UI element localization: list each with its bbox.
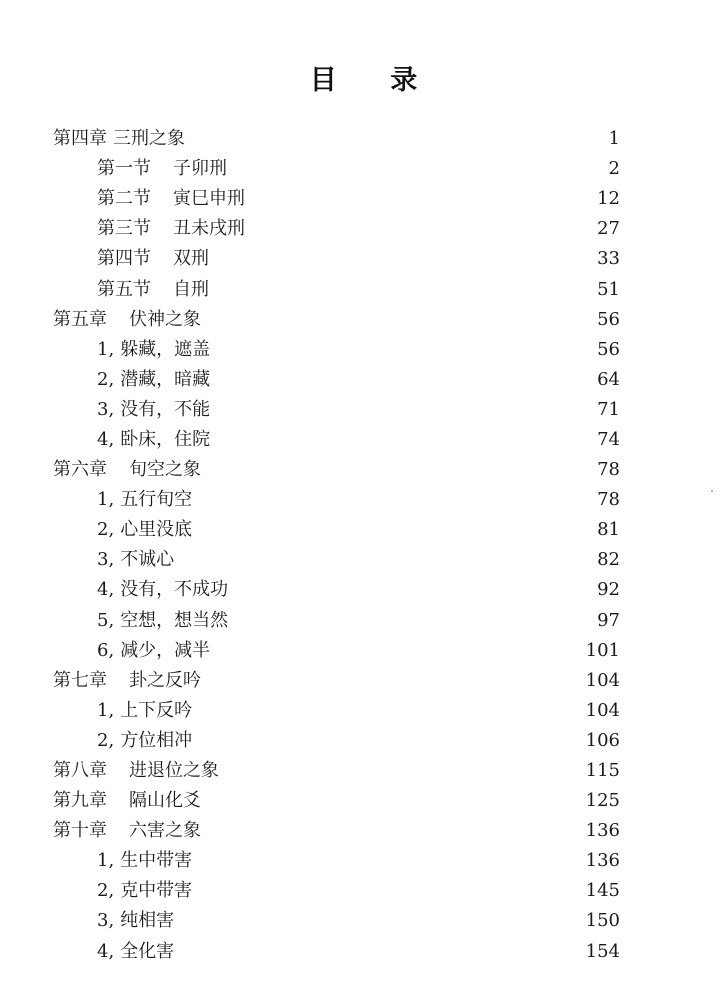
toc-page-number: 101 — [585, 639, 620, 661]
dot-leader — [194, 696, 582, 726]
toc-entry-title: 旬空之象 — [129, 459, 201, 481]
toc-entry-title: 克中带害 — [120, 880, 193, 902]
dot-leader — [194, 515, 582, 545]
toc-entry-item[interactable] — [0, 545, 727, 575]
toc-entry-label — [97, 937, 174, 967]
toc-entry-label — [97, 726, 192, 756]
toc-page-number: 12 — [597, 188, 620, 210]
dot-leader — [221, 756, 582, 786]
dot-leader — [203, 816, 582, 846]
toc-page-number: 145 — [585, 880, 620, 902]
toc-entry-number: 第四节 — [97, 248, 151, 270]
toc-entry-title: 纯相害 — [120, 910, 175, 932]
toc-entry-item[interactable] — [0, 515, 727, 545]
dot-leader — [176, 545, 582, 575]
toc-entry-title: 生中带害 — [120, 850, 193, 872]
toc-page-number: 136 — [585, 850, 620, 872]
toc-entry-number: 1, — [97, 699, 115, 721]
toc-page-number: 81 — [597, 519, 620, 541]
toc-page-number: 150 — [585, 910, 620, 932]
toc-entry-number: 3, — [97, 910, 115, 932]
toc-entry-item[interactable] — [0, 485, 727, 515]
toc-entry-number: 4, — [97, 579, 115, 601]
toc-page-number: 2 — [608, 158, 620, 180]
toc-entry-title: 心里没底 — [120, 519, 193, 541]
toc-page-number: 56 — [597, 338, 620, 360]
dot-leader — [194, 846, 582, 876]
toc-page-number: 82 — [597, 549, 620, 571]
toc-entry-title: 潜藏，暗藏 — [120, 368, 211, 390]
toc-entry-item[interactable] — [0, 365, 727, 395]
toc-entry-number: 4, — [97, 428, 115, 450]
toc-entry-number: 第二节 — [97, 188, 151, 210]
toc-entry-item[interactable] — [0, 906, 727, 936]
toc-entry-chapter[interactable] — [0, 786, 727, 816]
toc-page-number: 125 — [585, 790, 620, 812]
toc-entry-number: 1, — [97, 489, 115, 511]
toc-entry-number: 第三节 — [97, 218, 151, 240]
toc-entry-title: 隔山化爻 — [129, 790, 201, 812]
scan-speck — [711, 490, 713, 492]
toc-entry-title: 丑未戌刑 — [173, 218, 245, 240]
toc-entry-label — [97, 335, 210, 365]
toc-entry-title: 方位相冲 — [120, 729, 193, 751]
dot-leader — [230, 606, 582, 636]
toc-entry-title: 卦之反吟 — [129, 669, 201, 691]
toc-entry-title: 寅巳申刑 — [173, 188, 245, 210]
toc-entry-label — [97, 846, 192, 876]
table-of-contents — [0, 124, 727, 967]
toc-page-number: 74 — [597, 428, 620, 450]
dot-leader — [176, 937, 582, 967]
toc-entry-label — [97, 154, 227, 184]
toc-page-number: 92 — [597, 579, 620, 601]
toc-page-number: 71 — [597, 398, 620, 420]
dot-leader — [229, 154, 582, 184]
toc-entry-title: 子卯刑 — [173, 158, 227, 180]
toc-page-number: 106 — [585, 729, 620, 751]
dot-leader — [212, 425, 582, 455]
dot-leader — [211, 275, 582, 305]
toc-entry-number: 5, — [97, 609, 115, 631]
toc-page-number: 136 — [585, 820, 620, 842]
toc-entry-title: 进退位之象 — [129, 760, 219, 782]
dot-leader — [203, 455, 582, 485]
dot-leader — [212, 335, 582, 365]
toc-entry-label — [53, 455, 201, 485]
toc-entry-number: 第五节 — [97, 278, 151, 300]
toc-entry-item[interactable] — [0, 575, 727, 605]
toc-entry-title: 上下反吟 — [120, 699, 193, 721]
toc-entry-item[interactable] — [0, 696, 727, 726]
toc-entry-label — [97, 906, 174, 936]
toc-entry-number: 第十章 — [53, 820, 107, 842]
toc-entry-label — [97, 575, 228, 605]
dot-leader — [211, 244, 582, 274]
toc-page-number: 104 — [585, 669, 620, 691]
toc-entry-label — [53, 666, 201, 696]
dot-leader — [230, 575, 582, 605]
toc-entry-item[interactable] — [0, 846, 727, 876]
toc-entry-title: 没有，不成功 — [120, 579, 229, 601]
toc-entry-label — [53, 305, 201, 335]
toc-entry-section[interactable] — [0, 154, 727, 184]
toc-entry-label — [97, 365, 210, 395]
toc-entry-label — [97, 515, 192, 545]
toc-entry-title: 六害之象 — [129, 820, 201, 842]
toc-page-number: 1 — [608, 128, 620, 150]
toc-entry-section[interactable] — [0, 214, 727, 244]
toc-entry-number: 4, — [97, 940, 115, 962]
toc-entry-title: 不诚心 — [120, 549, 175, 571]
page-title: 目 录 — [309, 65, 440, 96]
toc-entry-section[interactable] — [0, 244, 727, 274]
dot-leader — [212, 395, 582, 425]
toc-entry-item[interactable] — [0, 726, 727, 756]
toc-entry-chapter[interactable] — [0, 455, 727, 485]
toc-entry-section[interactable] — [0, 184, 727, 214]
toc-entry-title: 躲藏，遮盖 — [120, 338, 211, 360]
dot-leader — [203, 666, 582, 696]
toc-entry-number: 1, — [97, 338, 115, 360]
toc-entry-item[interactable] — [0, 876, 727, 906]
toc-entry-label — [97, 696, 192, 726]
toc-page-number: 78 — [597, 459, 620, 481]
toc-entry-number: 6, — [97, 639, 115, 661]
toc-entry-label — [97, 184, 245, 214]
toc-entry-chapter[interactable] — [0, 666, 727, 696]
toc-entry-number: 1, — [97, 850, 115, 872]
toc-entry-label — [97, 275, 209, 305]
toc-entry-label — [53, 124, 185, 154]
toc-entry-chapter[interactable] — [0, 756, 727, 786]
toc-entry-item[interactable] — [0, 937, 727, 967]
toc-entry-label — [97, 545, 174, 575]
toc-entry-number: 2, — [97, 519, 115, 541]
toc-entry-number: 第六章 — [53, 459, 107, 481]
toc-page-number: 115 — [585, 760, 620, 782]
dot-leader — [212, 636, 582, 666]
toc-entry-number: 3, — [97, 398, 115, 420]
toc-entry-number: 3, — [97, 549, 115, 571]
toc-page-number: 51 — [597, 278, 620, 300]
toc-entry-title: 减少，减半 — [120, 639, 211, 661]
toc-entry-title: 双刑 — [173, 248, 209, 270]
toc-entry-number: 2, — [97, 368, 115, 390]
dot-leader — [247, 184, 582, 214]
toc-entry-title: 自刑 — [173, 278, 209, 300]
toc-entry-label — [97, 876, 192, 906]
toc-page-number: 78 — [597, 489, 620, 511]
toc-entry-label — [97, 244, 209, 274]
toc-entry-label — [97, 636, 210, 666]
toc-entry-title: 全化害 — [120, 940, 175, 962]
toc-page-number: 33 — [597, 248, 620, 270]
toc-entry-label — [53, 756, 219, 786]
dot-leader — [187, 124, 582, 154]
toc-entry-number: 第八章 — [53, 760, 107, 782]
toc-entry-section[interactable] — [0, 274, 727, 304]
toc-entry-label — [53, 786, 201, 816]
toc-page-number: 104 — [585, 699, 620, 721]
toc-page-number: 27 — [597, 218, 620, 240]
toc-entry-title: 伏神之象 — [129, 308, 201, 330]
dot-leader — [203, 786, 582, 816]
toc-entry-label — [97, 425, 210, 455]
toc-entry-label — [97, 214, 245, 244]
dot-leader — [194, 876, 582, 906]
toc-page-number: 97 — [597, 609, 620, 631]
dot-leader — [194, 485, 582, 515]
toc-entry-number: 第九章 — [53, 790, 107, 812]
toc-entry-item[interactable] — [0, 335, 727, 365]
toc-entry-title: 三刑之象 — [113, 128, 185, 150]
toc-entry-number: 2, — [97, 880, 115, 902]
toc-entry-number: 2, — [97, 729, 115, 751]
toc-entry-item[interactable] — [0, 425, 727, 455]
toc-entry-label — [53, 816, 201, 846]
toc-entry-item[interactable] — [0, 606, 727, 636]
toc-entry-title: 没有，不能 — [120, 398, 211, 420]
toc-entry-chapter[interactable] — [0, 816, 727, 846]
toc-entry-item[interactable] — [0, 395, 727, 425]
toc-entry-chapter[interactable] — [0, 305, 727, 335]
toc-page-number: 56 — [597, 308, 620, 330]
dot-leader — [176, 906, 582, 936]
dot-leader — [194, 726, 582, 756]
toc-entry-chapter[interactable] — [0, 124, 727, 154]
toc-entry-label — [97, 485, 192, 515]
toc-entry-title: 五行旬空 — [120, 489, 193, 511]
toc-entry-title: 空想，想当然 — [120, 609, 229, 631]
dot-leader — [247, 214, 582, 244]
toc-page-number: 154 — [585, 940, 620, 962]
dot-leader — [212, 365, 582, 395]
toc-entry-label — [97, 606, 228, 636]
toc-entry-number: 第一节 — [97, 158, 151, 180]
toc-entry-item[interactable] — [0, 636, 727, 666]
toc-entry-number: 第五章 — [53, 308, 107, 330]
toc-entry-label — [97, 395, 210, 425]
toc-entry-number: 第四章 — [53, 128, 107, 150]
toc-entry-title: 卧床，住院 — [120, 428, 211, 450]
toc-page-number: 64 — [597, 368, 620, 390]
toc-entry-number: 第七章 — [53, 669, 107, 691]
dot-leader — [203, 305, 582, 335]
